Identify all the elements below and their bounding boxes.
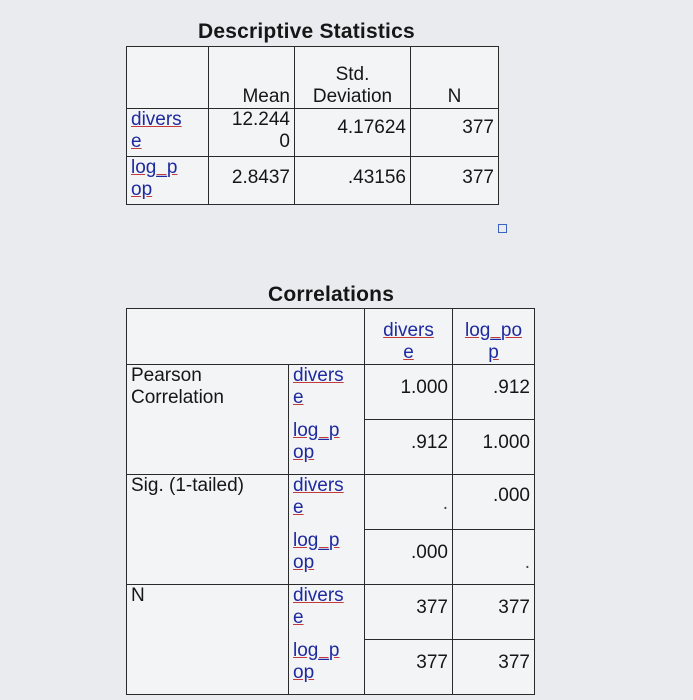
correlation-value: .912 <box>365 420 453 475</box>
corner-cell <box>127 47 209 109</box>
std-value: 4.17624 <box>295 109 411 157</box>
n-value: 377 <box>411 109 499 157</box>
correlation-value: 1.000 <box>453 420 535 475</box>
resize-handle[interactable] <box>498 224 507 233</box>
correlation-value: . <box>365 475 453 530</box>
group-label: Sig. (1-tailed) <box>127 475 289 585</box>
correlation-value: . <box>453 530 535 585</box>
correlations-header-row <box>127 309 535 365</box>
variable-label: log_p op <box>289 420 365 475</box>
std-value: .43156 <box>295 157 411 205</box>
correlation-row <box>127 475 535 530</box>
variable-label: divers e <box>289 585 365 640</box>
correlation-value: 377 <box>453 640 535 695</box>
n-value: 377 <box>411 157 499 205</box>
variable-label: divers e <box>289 475 365 530</box>
correlation-value: .000 <box>365 530 453 585</box>
variable-label: divers e <box>289 365 365 420</box>
group-label: N <box>127 585 289 695</box>
correlations-title: Correlations <box>268 283 395 306</box>
correlation-value: 377 <box>453 585 535 640</box>
descriptive-row <box>127 109 499 157</box>
group-label: Pearson Correlation <box>127 365 289 475</box>
descriptive-statistics-table <box>126 46 499 205</box>
descriptive-header-row <box>127 47 499 109</box>
row-label: log_p op <box>127 157 209 205</box>
row-label: divers e <box>127 109 209 157</box>
col-header: divers e <box>365 309 453 365</box>
mean-value: 12.244 0 <box>209 109 295 157</box>
n-header: N <box>411 47 499 109</box>
correlation-row <box>127 585 535 640</box>
correlation-value: .912 <box>453 365 535 420</box>
corner-cell <box>127 309 365 365</box>
correlation-row <box>127 365 535 420</box>
correlation-value: 1.000 <box>365 365 453 420</box>
mean-header: Mean <box>209 47 295 109</box>
col-header: log_po p <box>453 309 535 365</box>
correlations-table <box>126 308 535 695</box>
descriptive-statistics-title: Descriptive Statistics <box>198 20 415 43</box>
descriptive-row <box>127 157 499 205</box>
correlation-value: .000 <box>453 475 535 530</box>
std-deviation-header: Std. Deviation <box>295 47 411 109</box>
correlation-value: 377 <box>365 585 453 640</box>
mean-value: 2.8437 <box>209 157 295 205</box>
variable-label: log_p op <box>289 640 365 695</box>
variable-label: log_p op <box>289 530 365 585</box>
correlation-value: 377 <box>365 640 453 695</box>
